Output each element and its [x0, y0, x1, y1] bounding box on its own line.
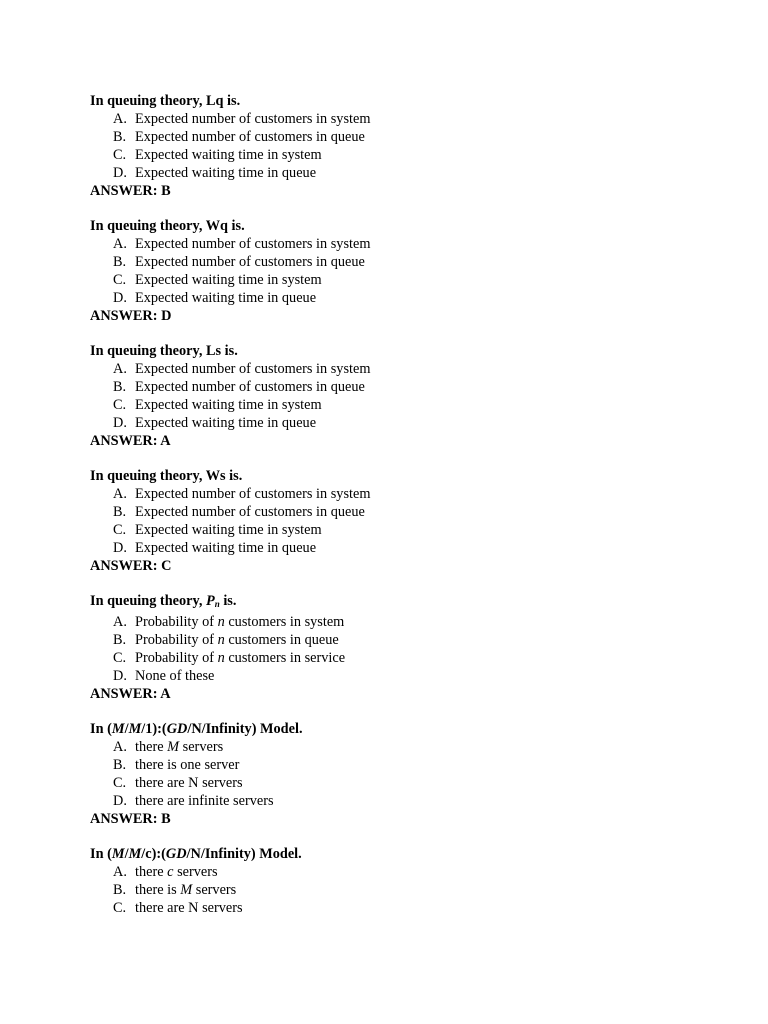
text-run: M — [111, 846, 125, 863]
option-text — [135, 864, 218, 880]
question-block — [90, 721, 730, 828]
option-text — [135, 111, 370, 127]
answer-option — [90, 504, 730, 522]
text-run: servers — [192, 882, 237, 898]
answer-option — [90, 147, 730, 165]
option-text — [135, 793, 274, 809]
option-list — [90, 361, 730, 433]
answer-option — [90, 415, 730, 433]
text-run: there are infinite servers — [135, 792, 274, 809]
text-run: In ( — [90, 721, 112, 738]
option-letter: D. — [113, 667, 127, 684]
answer-option — [90, 632, 730, 650]
option-letter: A. — [113, 235, 127, 252]
text-run: n — [214, 599, 220, 610]
answer-option — [90, 757, 730, 775]
option-text — [135, 415, 316, 431]
text-run: servers — [179, 739, 224, 756]
text-run: / — [124, 846, 129, 863]
question-stem — [90, 93, 730, 111]
text-run: /c):( — [141, 846, 166, 863]
option-letter: B. — [113, 631, 127, 648]
option-letter: D. — [113, 164, 127, 181]
option-letter: B. — [113, 253, 127, 270]
text-run: Expected number of customers in system — [135, 235, 371, 252]
text-run: GD — [165, 846, 187, 863]
option-list — [90, 111, 730, 183]
answer-option — [90, 486, 730, 504]
option-letter: C. — [113, 774, 127, 791]
text-run: Expected waiting time in system — [135, 271, 322, 288]
text-run: /N/Infinity) Model. — [186, 846, 302, 863]
text-run: In queuing theory, Wq is. — [90, 218, 245, 235]
answer-option — [90, 397, 730, 415]
question-stem — [90, 343, 730, 361]
answer-option — [90, 864, 730, 882]
text-run: servers — [173, 864, 218, 881]
answer-option — [90, 236, 730, 254]
option-text — [135, 650, 345, 666]
option-letter: C. — [113, 146, 127, 163]
option-text — [135, 522, 322, 538]
option-text — [135, 147, 322, 163]
option-text — [135, 236, 370, 252]
answer-option — [90, 522, 730, 540]
text-run: c — [167, 864, 174, 881]
text-run: Expected number of customers in system — [135, 486, 371, 502]
text-run: In queuing theory, Ls is. — [90, 343, 238, 360]
text-run: there is one server — [135, 756, 240, 773]
text-run: / — [124, 721, 129, 738]
option-letter: D. — [113, 539, 127, 556]
text-run: n — [217, 649, 225, 666]
answer-option — [90, 775, 730, 793]
option-text — [135, 379, 365, 395]
question-stem — [90, 218, 730, 236]
answer-option — [90, 165, 730, 183]
text-run: GD — [166, 721, 188, 738]
text-run: In ( — [90, 846, 112, 863]
option-text — [135, 900, 243, 916]
option-letter: B. — [113, 503, 127, 520]
option-list — [90, 864, 730, 918]
text-run: Expected waiting time in queue — [135, 289, 317, 306]
option-letter: B. — [113, 128, 127, 145]
text-run: Expected number of customers in system — [135, 360, 371, 377]
answer-key: ANSWER: B — [90, 810, 171, 827]
answer-key: ANSWER: A — [90, 685, 171, 702]
option-letter: C. — [113, 396, 127, 413]
answer-option — [90, 272, 730, 290]
text-run: customers in system — [224, 614, 345, 631]
text-run: M — [111, 721, 125, 738]
option-text — [135, 668, 214, 684]
question-stem — [90, 846, 730, 864]
text-run: n — [217, 631, 225, 648]
option-text — [135, 397, 322, 413]
text-run: Expected waiting time in queue — [135, 539, 317, 556]
option-text — [135, 632, 339, 648]
option-letter: D. — [113, 414, 127, 431]
option-text — [135, 129, 365, 145]
answer-key: ANSWER: A — [90, 432, 171, 449]
answer-option — [90, 793, 730, 811]
answer-option — [90, 290, 730, 308]
question-stem — [90, 468, 730, 486]
option-letter: B. — [113, 756, 127, 773]
text-run: P — [206, 593, 215, 610]
question-block — [90, 846, 730, 918]
question-block — [90, 468, 730, 575]
text-run: Expected waiting time in queue — [135, 414, 317, 431]
text-run: /N/Infinity) Model. — [187, 721, 303, 738]
option-letter: A. — [113, 360, 127, 377]
option-letter: D. — [113, 792, 127, 809]
option-text — [135, 882, 236, 898]
text-run: Expected waiting time in system — [135, 521, 322, 538]
text-run: In queuing theory, Lq is. — [90, 93, 241, 109]
option-letter: C. — [113, 521, 127, 538]
question-block — [90, 593, 730, 703]
option-text — [135, 504, 365, 520]
option-text — [135, 272, 322, 288]
text-run: Expected waiting time in queue — [135, 164, 317, 181]
text-run: Expected waiting time in system — [135, 396, 322, 413]
text-run: Expected number of customers in queue — [135, 128, 365, 145]
option-text — [135, 165, 316, 181]
answer-key: ANSWER: C — [90, 557, 172, 574]
text-run: Expected waiting time in system — [135, 146, 322, 163]
answer-option — [90, 129, 730, 147]
option-text — [135, 775, 243, 791]
answer-option — [90, 650, 730, 668]
option-letter: B. — [113, 378, 127, 395]
text-run: None of these — [135, 667, 215, 684]
text-run: Probability of — [135, 649, 218, 666]
answer-option — [90, 379, 730, 397]
option-letter: A. — [113, 739, 127, 756]
option-letter: B. — [113, 882, 127, 898]
option-list — [90, 486, 730, 558]
option-letter: C. — [113, 899, 127, 916]
text-run: Probability of — [135, 631, 218, 648]
question-block — [90, 93, 730, 200]
option-list — [90, 739, 730, 811]
text-run: In queuing theory, — [90, 593, 206, 610]
answer-option — [90, 111, 730, 129]
document-body — [90, 93, 730, 935]
option-text — [135, 614, 344, 630]
text-run: n — [217, 614, 225, 631]
text-run: M — [128, 721, 142, 738]
text-run: Expected number of customers in queue — [135, 253, 365, 270]
question-stem — [90, 593, 730, 614]
option-letter: C. — [113, 649, 127, 666]
answer-option — [90, 739, 730, 757]
option-text — [135, 757, 239, 773]
answer-option — [90, 540, 730, 558]
text-run: is. — [219, 593, 237, 610]
option-list — [90, 236, 730, 308]
option-text — [135, 739, 223, 755]
text-run: customers in service — [224, 649, 346, 666]
option-text — [135, 540, 316, 556]
text-run: In queuing theory, Ws is. — [90, 468, 243, 485]
text-run: M — [128, 846, 142, 863]
option-text — [135, 254, 365, 270]
answer-option — [90, 254, 730, 272]
option-text — [135, 290, 316, 306]
option-letter: A. — [113, 864, 127, 881]
text-run: M — [180, 882, 193, 898]
question-block — [90, 218, 730, 325]
option-letter: C. — [113, 271, 127, 288]
text-run: M — [167, 739, 180, 756]
question-stem — [90, 721, 730, 739]
text-run: Expected number of customers in queue — [135, 378, 365, 395]
text-run: Expected number of customers in queue — [135, 503, 365, 520]
text-run: there — [135, 864, 168, 881]
text-run: /1):( — [141, 721, 167, 738]
answer-key: ANSWER: B — [90, 182, 171, 199]
text-run: there — [135, 739, 168, 756]
answer-option — [90, 882, 730, 900]
text-run: Expected number of customers in system — [135, 110, 371, 127]
answer-option — [90, 900, 730, 918]
option-letter: A. — [113, 614, 127, 631]
option-letter: A. — [113, 486, 127, 502]
text-run: there is — [135, 882, 181, 898]
option-text — [135, 361, 370, 377]
answer-option — [90, 614, 730, 632]
option-letter: D. — [113, 289, 127, 306]
question-block — [90, 343, 730, 450]
text-run: Probability of — [135, 614, 218, 631]
text-run: customers in queue — [224, 631, 339, 648]
answer-key: ANSWER: D — [90, 307, 172, 324]
option-letter: A. — [113, 110, 127, 127]
answer-option — [90, 361, 730, 379]
option-list — [90, 614, 730, 686]
option-text — [135, 486, 370, 502]
text-run: there are N servers — [135, 899, 243, 916]
text-run: there are N servers — [135, 774, 243, 791]
answer-option — [90, 668, 730, 686]
